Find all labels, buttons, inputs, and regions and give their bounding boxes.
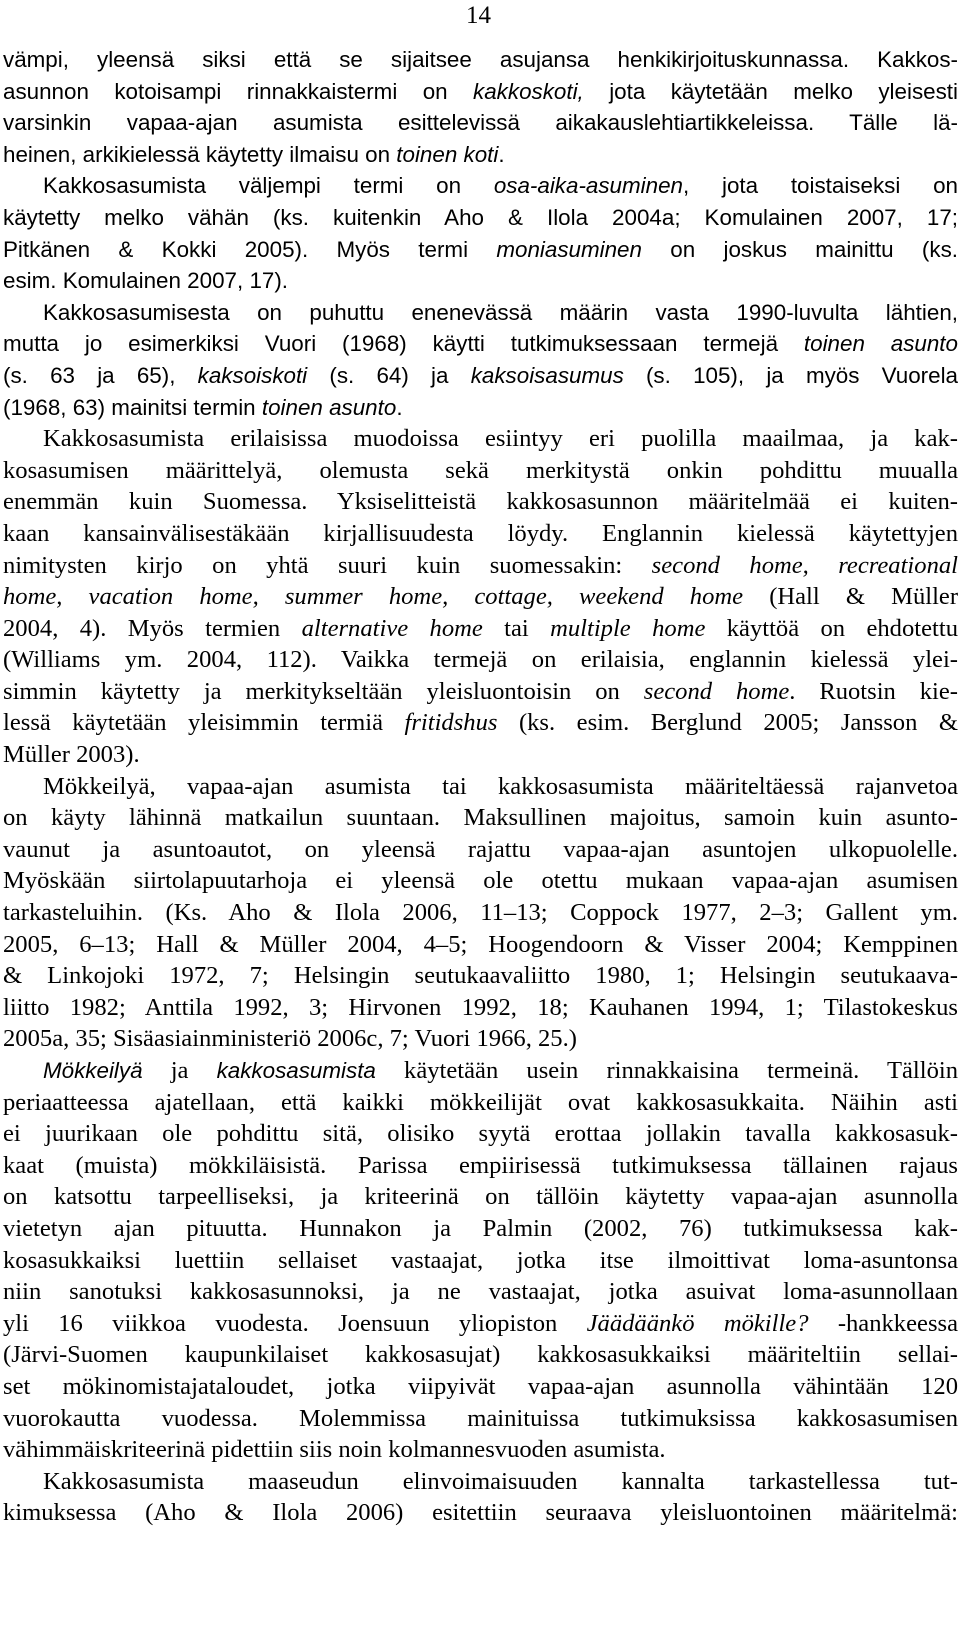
text-line [3, 455, 958, 487]
text-line [3, 1466, 958, 1498]
text-line [3, 234, 958, 266]
text-line [3, 550, 958, 582]
text-segment: . [396, 394, 403, 420]
text-segment: Mökkeilyä, vapaa-ajan asumista tai kakkosasumista määriteltäessä rajanvetoa [43, 772, 958, 800]
text-line [3, 1403, 958, 1435]
text-segment: Pitkänen & Kokki 2005). Myös termi [3, 236, 497, 262]
text-segment: vietetyn ajan pituutta. Hunnakon ja Palmin (2002, 76) tutkimuksessa kak- [3, 1214, 958, 1242]
italic-term: kaksoisasumus [470, 362, 624, 388]
text-line [3, 1087, 958, 1119]
text-line [3, 992, 958, 1024]
text-segment: kosasukkaiksi luettiin sellaiset vastaajat, jotka itse ilmoittivat loma-asuntonsa [3, 1246, 958, 1274]
italic-term: multiple home [550, 614, 706, 642]
text-line [3, 1181, 958, 1213]
text-segment: (ks. esim. Berglund 2005; Jansson & [497, 709, 958, 737]
text-segment: liitto 1982; Anttila 1992, 3; Hirvonen 1992, 18; Kauhanen 1994, 1; Tilastokeskus [3, 993, 958, 1021]
text-line [3, 265, 958, 297]
text-line [3, 1276, 958, 1308]
text-line [3, 328, 958, 360]
italic-term: kaksoiskoti [197, 362, 308, 388]
text-segment: (s. 63 ja 65), [3, 362, 198, 388]
text-line [3, 297, 958, 329]
text-segment: set mökinomistajataloudet, jotka viipyivät vapaa-ajan asunnolla vähintään 120 [3, 1372, 958, 1400]
text-line [3, 1308, 958, 1340]
text-line [3, 1497, 958, 1529]
italic-term: Mökkeilyä [43, 1058, 143, 1083]
italic-term: kakkosasumista [216, 1058, 376, 1083]
text-segment: (s. 64) ja [307, 362, 471, 388]
text-line [3, 739, 958, 771]
paragraph-1 [3, 44, 958, 170]
italic-term: toinen koti [396, 141, 499, 167]
text-segment: (Hall & Müller [743, 583, 959, 611]
text-line [3, 202, 958, 234]
italic-term: second home, recreational [651, 551, 958, 579]
text-line [3, 802, 958, 834]
paragraph-2 [3, 170, 958, 296]
text-segment: niin sanotuksi kakkosasunnoksi, ja ne vastaajat, jotka asuivat loma-asunnollaan [3, 1278, 958, 1306]
text-line [3, 486, 958, 518]
text-segment: Kakkosasumista erilaisissa muodoissa esiintyy eri puolilla maailmaa, ja kak- [43, 425, 958, 453]
text-segment: Kakkosasumista maaseudun elinvoimaisuuden kannalta tarkastellessa tut- [43, 1467, 958, 1495]
text-segment: mutta jo esimerkiksi Vuori (1968) käytti tutkimuksessaan termejä [3, 331, 804, 357]
text-line [3, 929, 958, 961]
text-segment: kosasumisen määrittelyä, olemusta sekä merkitystä onkin pohdittu muualla [3, 456, 958, 484]
italic-term: toinen asunto [803, 331, 958, 357]
text-line [3, 771, 958, 803]
italic-term: kakkoskoti, [473, 78, 584, 104]
text-segment: , jota toistaiseksi on [683, 173, 958, 199]
text-segment: Müller 2003). [3, 741, 140, 769]
text-segment: & Linkojoki 1972, 7; Helsingin seutukaavaliitto 1980, 1; Helsingin seutukaava- [3, 962, 958, 990]
text-segment: ja [142, 1057, 217, 1084]
italic-term: osa-aika-asuminen [493, 173, 683, 199]
text-line [3, 707, 958, 739]
text-segment: esim. Komulainen 2007, 17). [3, 268, 289, 294]
text-segment: asunnon kotoisampi rinnakkaistermi on [3, 78, 474, 104]
text-segment: tai [482, 614, 551, 642]
text-line [3, 1118, 958, 1150]
text-line [3, 1434, 958, 1466]
text-segment: ei juurikaan ole pohdittu sitä, olisiko syytä erottaa jollakin tavalla kakkosasuk- [3, 1120, 958, 1148]
text-segment: vämpi, yleensä siksi että se sijaitsee asujansa henkikirjoituskunnassa. Kakkos- [3, 47, 958, 72]
text-line [3, 1245, 958, 1277]
text-segment: Kakkosasumista väljempi termi on [43, 173, 494, 199]
text-segment: (s. 105), ja myös Vuorela [623, 362, 959, 388]
italic-term: toinen asunto [261, 394, 397, 420]
text-segment: käytetään usein rinnakkaisina termeinä. Tällöin [375, 1057, 959, 1084]
text-segment: 2004, 4). Myös termien [3, 614, 302, 642]
text-segment: nimitysten kirjo on yhtä suuri kuin suomessakin: [3, 551, 652, 579]
text-line [3, 44, 958, 76]
text-line [3, 139, 958, 171]
text-segment: on katsottu tarpeelliseksi, ja kriteerinä on tällöin käytetty vapaa-ajan asunnolla [3, 1183, 958, 1211]
paragraph-6 [3, 1055, 958, 1466]
text-line [3, 1213, 958, 1245]
text-segment: käytetty melko vähän (ks. kuitenkin Aho & Ilola 2004a; Komulainen 2007, 17; [3, 204, 958, 230]
text-line [3, 613, 958, 645]
text-line [3, 1371, 958, 1403]
text-line [3, 107, 958, 139]
text-segment: vuorokautta vuodessa. Molemmissa mainituissa tutkimuksissa kakkosasumisen [3, 1404, 958, 1432]
text-line [3, 1339, 958, 1371]
text-segment: (Järvi-Suomen kaupunkilaiset kakkosasujat) kakkosasukkaiksi määriteltiin sellai- [3, 1341, 958, 1369]
italic-term: home, vacation home, summer home, cottage, weekend home [3, 583, 744, 611]
text-line [3, 360, 958, 392]
text-segment: yli 16 viikkoa vuodesta. Joensuun yliopiston [3, 1309, 587, 1337]
italic-term: Jäädäänkö mökille? [586, 1309, 809, 1337]
text-line [3, 676, 958, 708]
text-segment: heinen, arkikielessä käytetty ilmaisu on [3, 141, 397, 167]
text-segment: kaan kansainvälisestäkään kirjallisuudesta löydy. Englannin kielessä käytettyjen [3, 519, 958, 547]
paragraph-7 [3, 1466, 958, 1529]
text-segment: (1968, 63) mainitsi termin [3, 394, 262, 420]
text-segment: Myöskään siirtolapuutarhoja ei yleensä ole otettu mukaan vapaa-ajan asumisen [3, 867, 958, 895]
text-segment: -hankkeessa [808, 1309, 958, 1337]
text-line [3, 423, 958, 455]
text-segment: varsinkin vapaa-ajan asumista esittelevissä aikakauslehtiartikkeleissa. Tälle lä- [3, 110, 958, 136]
italic-term: second home [643, 677, 790, 705]
text-segment: vähimmäiskriteerinä pidettiin siis noin kolmannesvuoden asumista. [3, 1436, 666, 1464]
text-segment: (Williams ym. 2004, 112). Vaikka termejä on erilaisia, englannin kielessä ylei- [3, 646, 958, 674]
italic-term: alternative home [301, 614, 483, 642]
text-line [3, 834, 958, 866]
text-segment: periaatteessa ajatellaan, että kaikki mökkeilijät ovat kakkosasukkaita. Näihin asti [3, 1088, 958, 1116]
document-body [3, 44, 958, 1529]
text-segment: lessä käytetään yleisimmin termiä [3, 709, 405, 737]
text-segment: tarkasteluihin. (Ks. Aho & Ilola 2006, 11–13; Coppock 1977, 2–3; Gallent ym. [3, 899, 958, 927]
italic-term: fritidshus [404, 709, 498, 737]
text-segment: on käyty lähinnä matkailun suuntaan. Maksullinen majoitus, samoin kuin asunto- [3, 804, 958, 832]
text-segment: enemmän kuin Suomessa. Yksiselitteistä kakkosasunnon määritelmää ei kuiten- [3, 488, 958, 516]
text-line [3, 960, 958, 992]
text-line [3, 644, 958, 676]
text-segment: 2005, 6–13; Hall & Müller 2004, 4–5; Hoogendoorn & Visser 2004; Kemppinen [3, 930, 958, 958]
text-segment: kimuksessa (Aho & Ilola 2006) esitettiin seuraava yleisluontoinen määritelmä: [3, 1499, 958, 1527]
text-segment: simmin käytetty ja merkitykseltään yleisluontoisin on [3, 677, 644, 705]
text-segment: Kakkosasumisesta on puhuttu enenevässä määrin vasta 1990-luvulta lähtien, [43, 299, 958, 325]
text-line [3, 581, 958, 613]
text-line [3, 1150, 958, 1182]
text-line [3, 76, 958, 108]
text-segment: kaat (muista) mökkiläisistä. Parissa empiirisessä tutkimuksessa tällainen rajaus [3, 1151, 958, 1179]
text-line [3, 518, 958, 550]
text-line [3, 170, 958, 202]
page-number: 14 [466, 2, 491, 29]
text-line [3, 1055, 958, 1087]
paragraph-4 [3, 423, 958, 771]
paragraph-5 [3, 771, 958, 1055]
italic-term: moniasuminen [496, 236, 642, 262]
text-segment: 2005a, 35; Sisäasiainministeriö 2006c, 7; Vuori 1966, 25.) [3, 1025, 577, 1053]
text-line [3, 1023, 958, 1055]
text-segment: on joskus mainittu (ks. [641, 236, 958, 262]
text-segment: käyttöä on ehdotettu [705, 614, 958, 642]
text-line [3, 865, 958, 897]
paragraph-3 [3, 297, 958, 423]
text-segment: . [498, 141, 505, 167]
text-segment: . Ruotsin kie- [789, 677, 958, 705]
text-line [3, 897, 958, 929]
text-segment: jota käytetään melko yleisesti [583, 78, 958, 104]
text-segment: vaunut ja asuntoautot, on yleensä rajattu vapaa-ajan asuntojen ulkopuolelle. [3, 835, 958, 863]
text-line [3, 392, 958, 424]
